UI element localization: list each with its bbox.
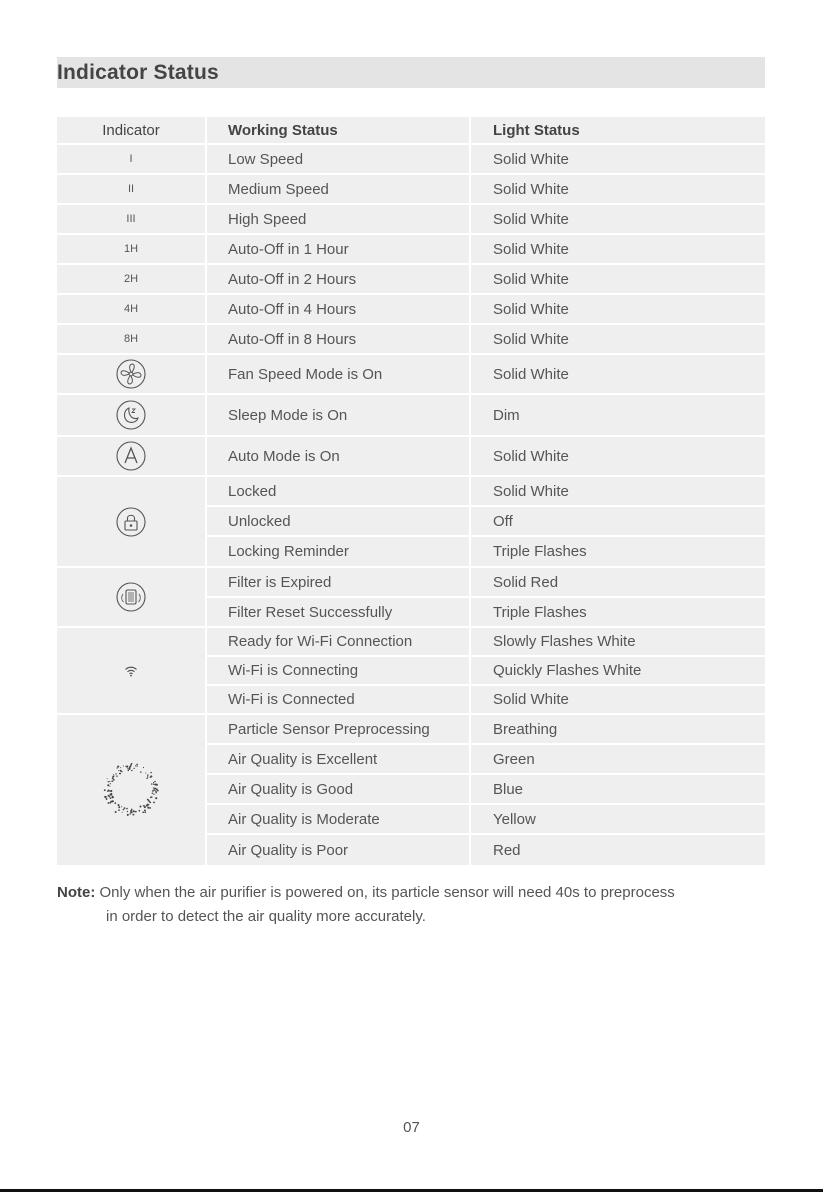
light-status-text: Blue xyxy=(493,780,524,798)
working-status-cell xyxy=(207,568,469,598)
working-status-text: Wi-Fi is Connecting xyxy=(228,662,359,679)
working-status-cell xyxy=(207,775,469,805)
working-status-cell xyxy=(207,477,469,507)
indicator-medium: II xyxy=(57,175,205,205)
light-status-cell xyxy=(471,568,765,598)
working-status-text: Particle Sensor Preprocessing xyxy=(228,720,430,738)
light-status-cell xyxy=(471,477,765,507)
working-status-cell xyxy=(207,745,469,775)
light-status-text: Solid White xyxy=(493,240,569,258)
working-status-text: Auto-Off in 8 Hours xyxy=(228,330,357,348)
working-status-text: Filter is Expired xyxy=(228,573,332,591)
table-row xyxy=(57,477,765,507)
header-indicator: Indicator xyxy=(57,117,205,145)
table-row xyxy=(57,657,765,686)
light-status-text: Solid White xyxy=(493,447,569,465)
light-status-text: Solid White xyxy=(493,180,569,198)
indicator-low: I xyxy=(57,145,205,175)
light-status-cell xyxy=(471,205,765,235)
working-status-text: Locked xyxy=(228,482,277,500)
working-status-cell xyxy=(207,175,469,205)
working-status-text: Auto-Off in 2 Hours xyxy=(228,270,357,288)
indicator-4h: 4H xyxy=(57,295,205,325)
table-row xyxy=(57,628,765,657)
page-title: Indicator Status xyxy=(57,61,219,84)
working-status-cell xyxy=(207,205,469,235)
table-row xyxy=(57,805,765,835)
light-status-text: Solid White xyxy=(493,365,569,383)
working-status-cell xyxy=(207,355,469,395)
light-status-cell xyxy=(471,628,765,657)
light-status-cell xyxy=(471,775,765,805)
working-status-cell xyxy=(207,145,469,175)
light-status-text: Red xyxy=(493,841,521,859)
light-status-cell xyxy=(471,805,765,835)
light-status-text: Solid White xyxy=(493,300,569,318)
light-status-text: Breathing xyxy=(493,720,558,738)
working-status-text: Air Quality is Moderate xyxy=(228,810,380,828)
light-status-text: Solid Red xyxy=(493,573,559,591)
table-header xyxy=(57,117,765,145)
indicator-8h: 8H xyxy=(57,325,205,355)
indicator-2h: 2H xyxy=(57,265,205,295)
table-row xyxy=(57,537,765,568)
title-bar xyxy=(57,57,765,88)
table-row xyxy=(57,835,765,865)
working-status-cell xyxy=(207,395,469,437)
working-status-cell xyxy=(207,835,469,865)
note xyxy=(57,881,777,929)
working-status-cell xyxy=(207,628,469,657)
light-status-text: Off xyxy=(493,512,513,530)
light-status-cell xyxy=(471,537,765,568)
light-status-cell xyxy=(471,295,765,325)
note-line-1: Only when the air purifier is powered on, its particle sensor will need 40s to preprocess xyxy=(99,884,675,901)
light-status-cell xyxy=(471,507,765,537)
light-status-cell xyxy=(471,235,765,265)
header-working-status: Working Status xyxy=(207,117,469,145)
working-status-text: Air Quality is Poor xyxy=(228,841,349,859)
table-row xyxy=(57,295,765,325)
light-status-text: Solid White xyxy=(493,210,569,228)
working-status-cell xyxy=(207,686,469,715)
working-status-text: Wi-Fi is Connected xyxy=(228,691,355,708)
light-status-text: Quickly Flashes White xyxy=(493,662,642,679)
working-status-cell xyxy=(207,805,469,835)
table-row xyxy=(57,568,765,598)
light-status-text: Solid White xyxy=(493,691,569,708)
working-status-text: Ready for Wi-Fi Connection xyxy=(228,633,413,650)
table-row xyxy=(57,437,765,477)
light-status-cell xyxy=(471,437,765,477)
light-status-cell xyxy=(471,325,765,355)
table-row xyxy=(57,175,765,205)
light-status-cell xyxy=(471,598,765,628)
working-status-text: Fan Speed Mode is On xyxy=(228,365,383,383)
note-line-2: in order to detect the air quality more accurately. xyxy=(106,908,426,925)
working-status-text: Filter Reset Successfully xyxy=(228,603,393,621)
table-row xyxy=(57,715,765,745)
light-status-cell xyxy=(471,145,765,175)
working-status-text: High Speed xyxy=(228,210,307,228)
working-status-text: Locking Reminder xyxy=(228,543,349,560)
light-status-cell xyxy=(471,657,765,686)
working-status-text: Auto-Off in 1 Hour xyxy=(228,240,349,258)
light-status-cell xyxy=(471,745,765,775)
working-status-text: Auto-Off in 4 Hours xyxy=(228,300,357,318)
light-status-text: Yellow xyxy=(493,810,536,828)
table-row xyxy=(57,265,765,295)
header-light-status: Light Status xyxy=(471,117,765,145)
working-status-cell xyxy=(207,235,469,265)
light-status-text: Dim xyxy=(493,406,520,424)
light-status-cell xyxy=(471,175,765,205)
table-row xyxy=(57,355,765,395)
note-label: Note: xyxy=(57,884,96,901)
light-status-cell xyxy=(471,355,765,395)
table-row xyxy=(57,145,765,175)
working-status-cell xyxy=(207,598,469,628)
working-status-text: Low Speed xyxy=(228,150,304,168)
table-row xyxy=(57,205,765,235)
table-row xyxy=(57,395,765,437)
light-status-text: Solid White xyxy=(493,150,569,168)
working-status-text: Air Quality is Excellent xyxy=(228,750,378,768)
light-status-text: Solid White xyxy=(493,330,569,348)
table-row xyxy=(57,598,765,628)
working-status-cell xyxy=(207,507,469,537)
light-status-text: Solid White xyxy=(493,270,569,288)
table-row xyxy=(57,745,765,775)
working-status-text: Auto Mode is On xyxy=(228,447,340,465)
working-status-cell xyxy=(207,537,469,568)
light-status-text: Slowly Flashes White xyxy=(493,633,636,650)
table-row xyxy=(57,507,765,537)
working-status-cell xyxy=(207,715,469,745)
indicator-high: III xyxy=(57,205,205,235)
light-status-cell xyxy=(471,395,765,437)
working-status-cell xyxy=(207,265,469,295)
table-row xyxy=(57,775,765,805)
light-status-cell xyxy=(471,265,765,295)
light-status-cell xyxy=(471,715,765,745)
working-status-cell xyxy=(207,325,469,355)
light-status-text: Triple Flashes xyxy=(493,603,587,621)
working-status-cell xyxy=(207,437,469,477)
table-row xyxy=(57,325,765,355)
working-status-text: Air Quality is Good xyxy=(228,780,354,798)
page-number: 07 xyxy=(403,1119,420,1136)
indicator-1h: 1H xyxy=(57,235,205,265)
light-status-text: Solid White xyxy=(493,482,569,500)
working-status-cell xyxy=(207,657,469,686)
light-status-cell xyxy=(471,835,765,865)
working-status-cell xyxy=(207,295,469,325)
light-status-text: Green xyxy=(493,750,535,768)
table-row xyxy=(57,686,765,715)
working-status-text: Sleep Mode is On xyxy=(228,406,348,424)
light-status-cell xyxy=(471,686,765,715)
working-status-text: Unlocked xyxy=(228,512,291,530)
light-status-text: Triple Flashes xyxy=(493,543,587,560)
table-row xyxy=(57,235,765,265)
working-status-text: Medium Speed xyxy=(228,180,329,198)
